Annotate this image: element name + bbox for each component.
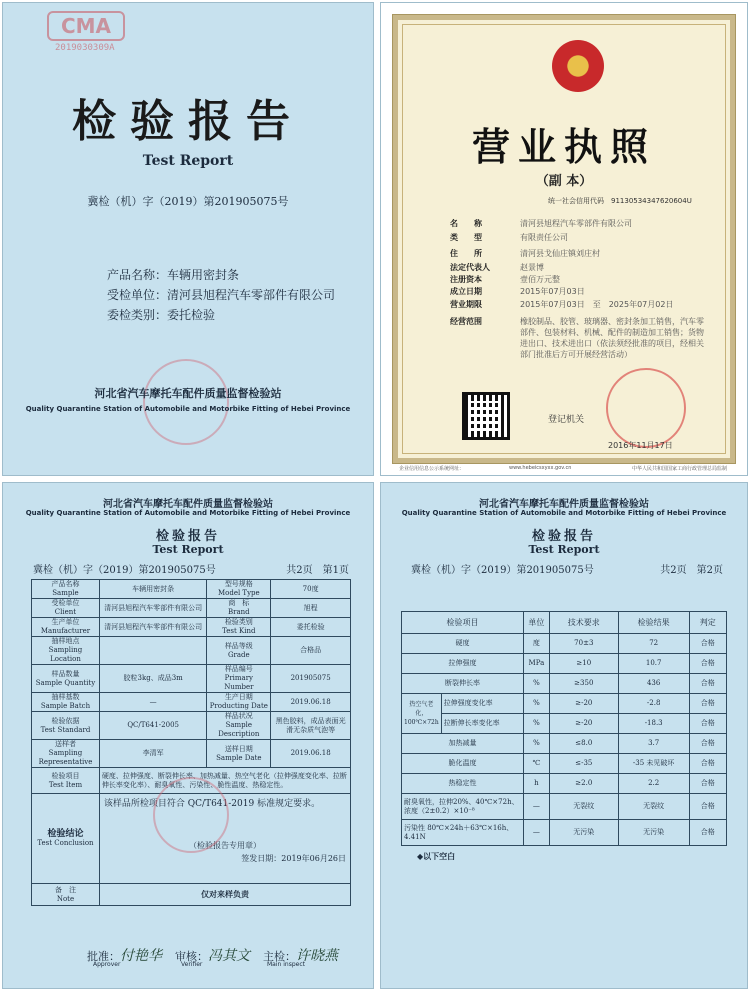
column-header: 检验结果 — [618, 612, 689, 634]
product-name: 产品名称：车辆用密封条 — [107, 268, 240, 282]
item-name: 拉伸强度 — [402, 654, 524, 674]
field-label: 样品等级 Grade — [207, 637, 271, 665]
field-label: 生产日期 Producting Date — [207, 693, 271, 712]
license-row: 类 型 有限责任公司 — [450, 233, 568, 242]
sign-date: 签发日期：2019年06月26日 — [241, 854, 346, 863]
table-row — [32, 637, 351, 665]
field-label: 抽样地点 Sampling Location — [32, 637, 100, 665]
verifier-signature: 冯其文 — [208, 948, 250, 964]
result-cell: 无污染 — [618, 820, 689, 846]
field-value: 清河县旭程汽车零部件有限公司 — [99, 618, 206, 637]
verifier-en: Verifier — [181, 961, 203, 968]
field-value: 旭程 — [271, 599, 351, 618]
note-value: 仅对来样负责 — [99, 884, 350, 906]
stamp-note: （检验报告专用章） — [188, 841, 261, 850]
page-title-en: Test Report — [152, 543, 224, 556]
table-row — [32, 712, 351, 740]
page-title-en: Test Report — [528, 543, 600, 556]
result-cell: 72 — [618, 634, 689, 654]
result-cell: 10.7 — [618, 654, 689, 674]
cma-mark: CMA — [47, 11, 125, 41]
result-cell: ℃ — [523, 754, 549, 774]
license-date: 2016年11月17日 — [608, 441, 673, 450]
page-title: 检验报告 — [155, 529, 220, 544]
license-row: 名 称 清河县旭程汽车零部件有限公司 — [450, 219, 632, 228]
table-row — [32, 599, 351, 618]
test-item-value: 硬度、拉伸强度、断裂伸长率、加热减量、热空气老化（拉伸强度变化率、拉断伸长率变化率）、耐臭氧性、污染性、脆性温度、热稳定性。 — [99, 768, 350, 794]
conclusion-text: 该样品所检项目符合 QC/T641-2019 标准规定要求。 — [103, 799, 321, 809]
result-cell: -2.8 — [618, 694, 689, 714]
item-name: 污染性 80℃×24h＋63℃×16h、4.41N — [402, 820, 524, 846]
verifier: 审核：冯其文 — [175, 948, 250, 964]
table-row — [32, 580, 351, 599]
field-label: 产品名称 Sample — [32, 580, 100, 599]
report-seal — [153, 777, 229, 853]
page-info — [411, 561, 723, 576]
inspector-en: Main inspect — [267, 961, 305, 968]
result-cell: ≥-20 — [549, 694, 618, 714]
result-cell: 合格 — [689, 654, 726, 674]
field-label: 生产单位 Manufacturer — [32, 618, 100, 637]
field-label: 样品状况 Sample Description — [207, 712, 271, 740]
table-row — [402, 634, 727, 654]
report-page-2 — [380, 482, 748, 989]
table-row — [402, 820, 727, 846]
item-name: 断裂伸长率 — [402, 674, 524, 694]
station-header: 河北省汽车摩托车配件质量监督检验站 — [103, 499, 273, 510]
client-name: 受检单位：清河县旭程汽车零部件有限公司 — [107, 288, 336, 302]
table-row — [32, 740, 351, 768]
page-number: 共2页 第1页 — [286, 565, 349, 576]
column-header: 检验项目 — [402, 612, 524, 634]
result-cell: 436 — [618, 674, 689, 694]
result-cell: 合格 — [689, 674, 726, 694]
report-title-en: Test Report — [142, 153, 234, 169]
page-number: 共2页 第2页 — [660, 565, 723, 576]
table-row — [402, 754, 727, 774]
result-cell: 合格 — [689, 694, 726, 714]
aging-group-label: 热空气老化，100℃×72h — [402, 694, 442, 734]
field-value: 2019.06.18 — [271, 693, 351, 712]
result-cell: 合格 — [689, 714, 726, 734]
field-label: 商 标 Brand — [207, 599, 271, 618]
result-cell: 无污染 — [549, 820, 618, 846]
station-seal — [143, 359, 229, 445]
result-cell: 无裂纹 — [618, 794, 689, 820]
footer-website: www.hebeicsxyxx.gov.cn — [509, 465, 572, 471]
inspector: 主检：许晓燕 — [263, 948, 338, 964]
license-title: 营业执照 — [471, 125, 656, 169]
field-label: 送样者 Sampling Representative — [32, 740, 100, 768]
item-name: 耐臭氧性，拉伸20%、40℃×72h、浓度（2±0.2）×10⁻⁸ — [402, 794, 524, 820]
field-value: 委托检验 — [271, 618, 351, 637]
result-cell: h — [523, 774, 549, 794]
license-row: 经营范围 橡胶制品、胶管、玻璃器、密封条加工销售，汽车零部件、包装材料、机械、配件的制造加工销售；货物进出口、技术进出口（依法须经批准的项目，经相关部门批准后方可开展经营活动） — [450, 317, 704, 359]
note-label: 备 注 Note — [32, 884, 100, 906]
table-row — [32, 665, 351, 693]
field-value: 黑色胶料，成品表面光滑无杂质气泡等 — [271, 712, 351, 740]
result-cell: -18.3 — [618, 714, 689, 734]
item-name: 硬度 — [402, 634, 524, 654]
page-info — [33, 561, 349, 576]
test-info-table — [31, 579, 351, 906]
table-row — [32, 618, 351, 637]
field-value: 清河县旭程汽车零部件有限公司 — [99, 599, 206, 618]
field-label: 检验依据 Test Standard — [32, 712, 100, 740]
result-cell: % — [523, 714, 549, 734]
result-cell: ≥350 — [549, 674, 618, 694]
result-cell: 2.2 — [618, 774, 689, 794]
license-frame — [393, 15, 735, 463]
table-row — [402, 714, 727, 734]
field-value: 2019.06.18 — [271, 740, 351, 768]
column-header: 技术要求 — [549, 612, 618, 634]
result-cell: 合格 — [689, 794, 726, 820]
table-row — [402, 654, 727, 674]
page-title: 检验报告 — [531, 529, 596, 544]
report-number: 冀检（机）字（2019）第201905075号 — [411, 565, 594, 576]
national-emblem-icon — [552, 40, 604, 92]
result-cell: 70±3 — [549, 634, 618, 654]
field-value: 70度 — [271, 580, 351, 599]
result-cell: 合格 — [689, 820, 726, 846]
license-subtitle: （副 本） — [535, 174, 593, 189]
table-header-row — [402, 612, 727, 634]
column-header: 单位 — [523, 612, 549, 634]
result-cell: % — [523, 734, 549, 754]
end-note: ◆以下空白 — [417, 851, 456, 861]
result-cell: ≥10 — [549, 654, 618, 674]
table-row — [32, 693, 351, 712]
results-table — [401, 611, 727, 846]
table-row — [402, 774, 727, 794]
table-row — [32, 884, 351, 906]
registrar-seal — [606, 368, 686, 448]
qr-code-icon — [462, 392, 510, 440]
item-name: 拉断伸长率变化率 — [441, 714, 523, 734]
approver-en: Approver — [93, 961, 121, 968]
field-value: 201905075 — [271, 665, 351, 693]
table-row — [402, 794, 727, 820]
station-header: 河北省汽车摩托车配件质量监督检验站 — [479, 499, 649, 510]
field-value: 合格品 — [271, 637, 351, 665]
field-value: 胶粒3kg、成品3m — [99, 665, 206, 693]
result-cell: 合格 — [689, 634, 726, 654]
result-cell: % — [523, 694, 549, 714]
report-title: 检验报告 — [72, 96, 304, 147]
result-cell: ≥2.0 — [549, 774, 618, 794]
license-row: 成立日期 2015年07月03日 — [450, 287, 585, 296]
item-name: 加热减量 — [402, 734, 524, 754]
license-row: 法定代表人 赵景博 — [450, 263, 544, 272]
inspector-signature: 许晓燕 — [296, 948, 338, 964]
credit-code: 统一社会信用代码 91130534347620604U — [548, 197, 692, 205]
item-name: 热稳定性 — [402, 774, 524, 794]
license-row: 营业期限 2015年07月03日 至 2025年07月02日 — [450, 300, 674, 309]
result-cell: -35 未见破坏 — [618, 754, 689, 774]
footer-right: 中华人民共和国国家工商行政管理总局监制 — [631, 466, 727, 472]
result-cell: % — [523, 674, 549, 694]
test-item-label: 检验项目 Test Item — [32, 768, 100, 794]
conclusion-label: 检验结论 Test Conclusion — [32, 794, 100, 884]
field-label: 送样日期 Sample Date — [207, 740, 271, 768]
footer-left: 企业信用信息公示系统网址： — [399, 466, 465, 472]
license-row: 注册资本 壹佰万元整 — [450, 275, 560, 284]
field-label: 型号规格 Model Type — [207, 580, 271, 599]
result-cell: ≥-20 — [549, 714, 618, 734]
business-license — [380, 2, 748, 476]
table-row — [402, 734, 727, 754]
cma-number: 2019030309A — [55, 43, 115, 53]
table-row — [402, 674, 727, 694]
report-number: 冀检（机）字（2019）第201905075号 — [33, 565, 216, 576]
item-name: 脆化温度 — [402, 754, 524, 774]
registrar-label: 登记机关 — [548, 415, 585, 425]
field-label: 抽样基数 Sample Batch — [32, 693, 100, 712]
result-cell: — — [523, 820, 549, 846]
result-cell: 度 — [523, 634, 549, 654]
inspection-category: 委检类别：委托检验 — [107, 308, 216, 322]
result-cell: — — [523, 794, 549, 820]
result-cell: MPa — [523, 654, 549, 674]
result-cell: 3.7 — [618, 734, 689, 754]
table-row — [402, 694, 727, 714]
item-name: 拉伸强度变化率 — [441, 694, 523, 714]
field-value: QC/T641-2005 — [99, 712, 206, 740]
result-cell: 合格 — [689, 754, 726, 774]
license-row: 住 所 清河县戈仙庄镇刘庄村 — [450, 249, 600, 258]
field-value: 李清军 — [99, 740, 206, 768]
column-header: 判定 — [689, 612, 726, 634]
station-name: 河北省汽车摩托车配件质量监督检验站 — [94, 387, 282, 400]
field-label: 检验类别 Test Kind — [207, 618, 271, 637]
field-label: 样品数量 Sample Quantity — [32, 665, 100, 693]
field-label: 受检单位 Client — [32, 599, 100, 618]
result-cell: 无裂纹 — [549, 794, 618, 820]
report-cover-page — [2, 2, 374, 476]
report-number: 冀检（机）字（2019）第201905075号 — [87, 195, 289, 208]
field-value: — — [99, 693, 206, 712]
approver: 批准：付艳华 — [87, 948, 162, 964]
station-header-en: Quality Quarantine Station of Automobile and Motorbike Fitting of Hebei Province — [25, 509, 351, 517]
field-value — [99, 637, 206, 665]
result-cell: ≤-35 — [549, 754, 618, 774]
result-cell: ≤8.0 — [549, 734, 618, 754]
station-name-en: Quality Quarantine Station of Automobile and Motorbike Fitting of Hebei Province — [25, 405, 351, 413]
field-value: 车辆用密封条 — [99, 580, 206, 599]
report-page-1 — [2, 482, 374, 989]
station-header-en: Quality Quarantine Station of Automobile and Motorbike Fitting of Hebei Province — [401, 509, 727, 517]
result-cell: 合格 — [689, 734, 726, 754]
result-cell: 合格 — [689, 774, 726, 794]
field-label: 样品编号 Primary Number — [207, 665, 271, 693]
approver-signature: 付艳华 — [120, 948, 162, 964]
